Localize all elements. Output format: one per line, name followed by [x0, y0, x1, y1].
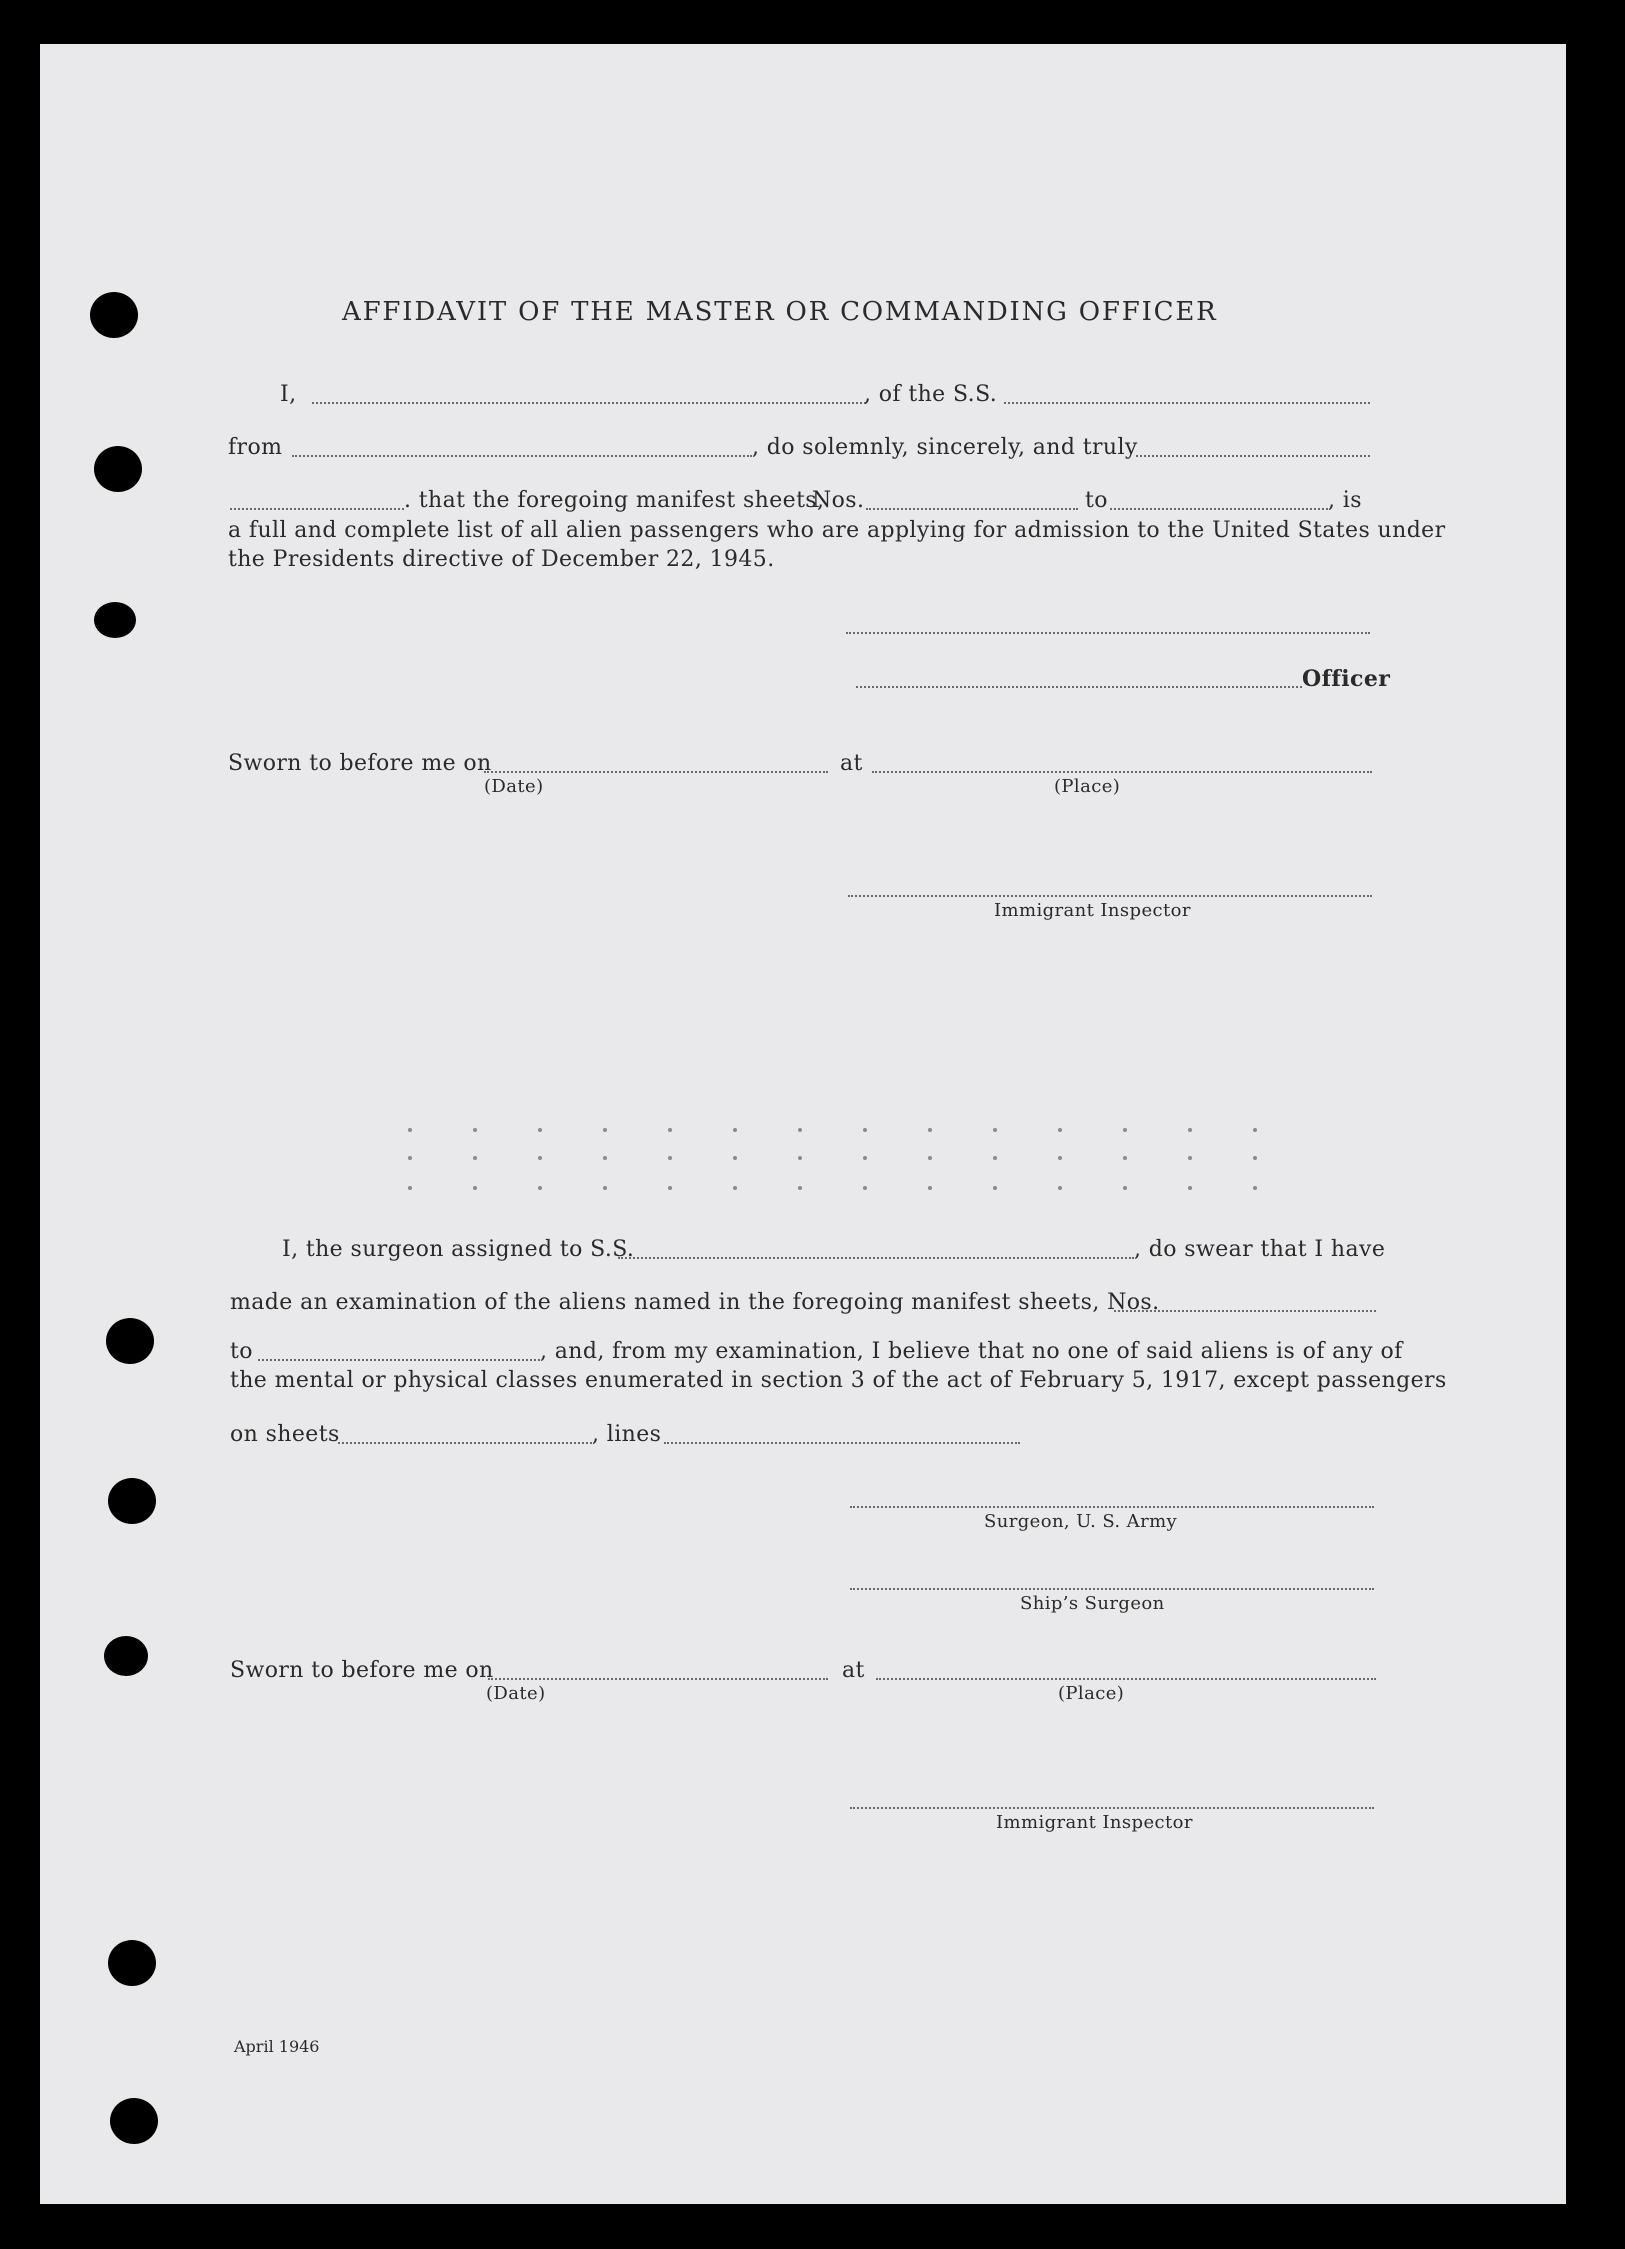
punch-hole [106, 1318, 154, 1364]
ship-surgeon-caption: Ship’s Surgeon [1020, 1593, 1165, 1614]
inspector-caption: Immigrant Inspector [994, 900, 1191, 921]
label-from: from [228, 435, 283, 460]
sworn-place-field[interactable] [876, 1678, 1376, 1680]
place-caption: (Place) [1054, 776, 1121, 797]
speck [733, 1128, 737, 1132]
surgeon-sheets-from-field[interactable] [1114, 1310, 1376, 1312]
speck [863, 1128, 867, 1132]
speck [928, 1156, 932, 1160]
label-of-ss: , of the S.S. [864, 382, 998, 407]
speck [1253, 1186, 1257, 1190]
speck [993, 1128, 997, 1132]
label-that-foregoing: . that the foregoing manifest sheets, [404, 488, 825, 513]
speck [668, 1186, 672, 1190]
speck [603, 1186, 607, 1190]
surgeon-text-line: made an examination of the aliens named in the foregoing manifest sheets, Nos. [230, 1290, 1160, 1315]
label-i: I, [280, 382, 297, 407]
surgeon-text-line: the mental or physical classes enumerated in section 3 of the act of February 5, 1917, except passengers [230, 1368, 1447, 1393]
inspector-signature-line[interactable] [848, 895, 1372, 897]
form-date: April 1946 [234, 2037, 320, 2056]
punch-hole [94, 446, 142, 492]
declaration-field-a[interactable] [1136, 455, 1370, 457]
speck [1253, 1128, 1257, 1132]
sworn-date-field[interactable] [484, 771, 828, 773]
speck [668, 1156, 672, 1160]
sworn-label: Sworn to before me on [230, 1658, 494, 1683]
speck [863, 1156, 867, 1160]
surgeon-text-line: , and, from my examination, I believe that no one of said aliens is of any of [540, 1339, 1403, 1364]
punch-hole [90, 292, 138, 338]
speck [993, 1186, 997, 1190]
surgeon-text-line: , do swear that I have [1134, 1237, 1386, 1262]
declaration-field-b[interactable] [230, 508, 404, 510]
label-nos: Nos. [812, 488, 865, 513]
speck [798, 1186, 802, 1190]
speck [668, 1128, 672, 1132]
ship-name-field[interactable] [1004, 402, 1370, 404]
speck [473, 1156, 477, 1160]
punch-hole [108, 1478, 156, 1524]
date-caption: (Date) [484, 776, 544, 797]
speck [408, 1128, 412, 1132]
speck [1188, 1186, 1192, 1190]
label-to: to [1085, 488, 1108, 513]
speck [1123, 1186, 1127, 1190]
speck [1188, 1128, 1192, 1132]
speck [1058, 1156, 1062, 1160]
speck [733, 1156, 737, 1160]
speck [993, 1156, 997, 1160]
body-text-line: the Presidents directive of December 22, 1945. [228, 547, 775, 572]
label-on-sheets: on sheets [230, 1422, 340, 1447]
speck [473, 1186, 477, 1190]
speck [798, 1128, 802, 1132]
speck [1058, 1186, 1062, 1190]
speck [473, 1128, 477, 1132]
label-is: , is [1328, 488, 1362, 513]
sheets-from-field[interactable] [866, 508, 1078, 510]
label-at: at [840, 751, 863, 776]
document-page [40, 44, 1566, 2204]
speck [1123, 1156, 1127, 1160]
body-text-line: a full and complete list of all alien passengers who are applying for admission to the United States under [228, 518, 1446, 543]
sheets-to-field[interactable] [1110, 508, 1328, 510]
army-surgeon-signature-line[interactable] [850, 1506, 1374, 1508]
page-title: AFFIDAVIT OF THE MASTER OR COMMANDING OFFICER [342, 297, 1218, 327]
master-name-field[interactable] [312, 402, 866, 404]
sworn-date-field[interactable] [488, 1678, 828, 1680]
ship-surgeon-signature-line[interactable] [850, 1588, 1374, 1590]
place-caption: (Place) [1058, 1683, 1125, 1704]
speck [798, 1156, 802, 1160]
officer-signature-line[interactable] [856, 686, 1302, 688]
speck [408, 1186, 412, 1190]
exception-lines-field[interactable] [664, 1442, 1020, 1444]
punch-hole [110, 2098, 158, 2144]
punch-hole [94, 602, 136, 638]
punch-hole [104, 1636, 148, 1676]
punch-hole [108, 1940, 156, 1986]
army-surgeon-caption: Surgeon, U. S. Army [984, 1511, 1178, 1532]
speck [733, 1186, 737, 1190]
speck [928, 1128, 932, 1132]
speck [408, 1156, 412, 1160]
speck [603, 1156, 607, 1160]
speck [1188, 1156, 1192, 1160]
master-signature-line[interactable] [846, 632, 1370, 634]
sworn-label: Sworn to before me on [228, 751, 492, 776]
surgeon-text-line: I, the surgeon assigned to S.S. [282, 1237, 635, 1262]
sworn-place-field[interactable] [872, 771, 1372, 773]
label-solemnly: , do solemnly, sincerely, and truly [752, 435, 1138, 460]
speck [538, 1186, 542, 1190]
label-to: to [230, 1339, 253, 1364]
port-from-field[interactable] [292, 455, 752, 457]
inspector-signature-line[interactable] [850, 1807, 1374, 1809]
surgeon-ship-field[interactable] [618, 1257, 1134, 1259]
speck [928, 1186, 932, 1190]
speck [863, 1186, 867, 1190]
speck [538, 1128, 542, 1132]
surgeon-sheets-to-field[interactable] [258, 1359, 540, 1361]
date-caption: (Date) [486, 1683, 546, 1704]
exception-sheets-field[interactable] [338, 1442, 592, 1444]
label-at: at [842, 1658, 865, 1683]
speck [1253, 1156, 1257, 1160]
inspector-caption: Immigrant Inspector [996, 1812, 1193, 1833]
speck [1058, 1128, 1062, 1132]
label-lines: , lines [592, 1422, 662, 1447]
speck [1123, 1128, 1127, 1132]
speck [538, 1156, 542, 1160]
officer-label: Officer [1302, 666, 1391, 692]
speck [603, 1128, 607, 1132]
